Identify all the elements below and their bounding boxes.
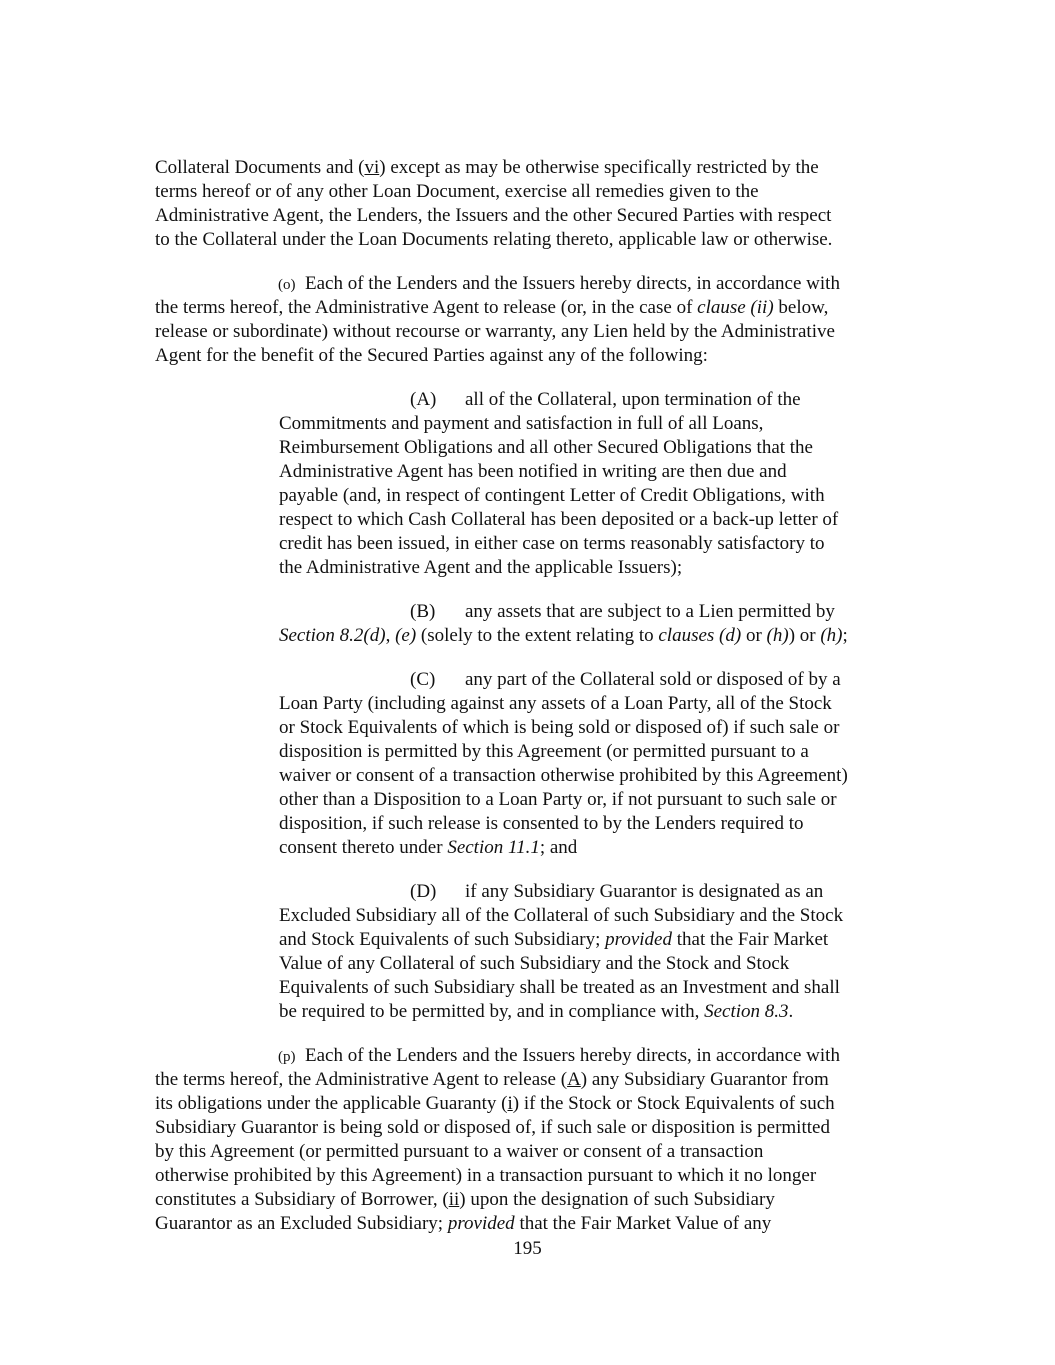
italic-reference: Section 8.3 xyxy=(704,1001,789,1022)
page-number: 195 xyxy=(513,1238,542,1259)
text-run: ) upon the designation of such Subsidiary xyxy=(459,1189,775,1210)
text-run: Commitments and payment and satisfaction in full of all Loans, xyxy=(279,413,764,434)
text-line xyxy=(279,836,905,860)
text-run: Administrative Agent, the Lenders, the Issuers and the other Secured Parties with respect xyxy=(155,205,832,226)
clause-label: (o) xyxy=(278,277,296,293)
text-run: credit has been issued, in either case on terms reasonably satisfactory to xyxy=(279,533,825,554)
text-line xyxy=(279,388,905,412)
text-run: Equivalents of such Subsidiary shall be treated as an Investment and shall xyxy=(279,977,840,998)
clause-label: (B) xyxy=(410,601,436,622)
text-run: or Stock Equivalents of which is being sold or disposed of) if such sale or xyxy=(279,717,840,738)
text-run: its obligations under the applicable Guaranty ( xyxy=(155,1093,508,1114)
paragraph-B xyxy=(279,600,905,648)
text-run: ) or xyxy=(788,625,821,646)
text-line xyxy=(279,508,905,532)
text-line xyxy=(155,1188,905,1212)
text-run: otherwise prohibited by this Agreement) in a transaction pursuant to which it no longer xyxy=(155,1165,817,1186)
text-line xyxy=(279,436,905,460)
text-line xyxy=(279,668,905,692)
text-line xyxy=(279,600,905,624)
text-line xyxy=(155,1068,905,1092)
italic-reference: (e) xyxy=(395,625,417,646)
text-run: ; and xyxy=(539,837,578,858)
paragraph-p xyxy=(155,1044,905,1236)
text-run: to the Collateral under the Loan Documents relating thereto, applicable law or otherwise. xyxy=(155,229,833,250)
text-run: ) any Subsidiary Guarantor from xyxy=(580,1069,829,1090)
text-run: Subsidiary Guarantor is being sold or disposed of, if such sale or disposition is permitted xyxy=(155,1117,830,1138)
text-run: respect to which Cash Collateral has been deposited or a back-up letter of xyxy=(279,509,839,530)
text-line xyxy=(279,692,905,716)
text-line xyxy=(155,1092,905,1116)
text-line xyxy=(279,928,905,952)
text-line xyxy=(155,1212,905,1236)
italic-reference: clauses (d) xyxy=(658,625,742,646)
text-run: Agent for the benefit of the Secured Parties against any of the following: xyxy=(155,345,708,366)
text-line xyxy=(279,952,905,976)
text-run: ; xyxy=(842,625,848,646)
text-line xyxy=(279,716,905,740)
text-run: constitutes a Subsidiary of Borrower, ( xyxy=(155,1189,449,1210)
clause-label: (D) xyxy=(410,881,437,902)
text-run: Collateral Documents and ( xyxy=(155,157,365,178)
text-line xyxy=(279,904,905,928)
text-run: (solely to the extent relating to xyxy=(416,625,659,646)
italic-reference: provided xyxy=(447,1213,515,1234)
text-line xyxy=(155,204,905,228)
text-line xyxy=(279,532,905,556)
text-run: all of the Collateral, upon termination of the xyxy=(465,389,801,410)
underlined-enumerator: vi xyxy=(364,157,380,178)
text-line xyxy=(155,344,905,368)
text-run: . xyxy=(788,1001,794,1022)
text-line xyxy=(279,412,905,436)
text-run: , xyxy=(385,625,396,646)
text-run: be required to be permitted by, and in compliance with, xyxy=(279,1001,705,1022)
text-run: the Administrative Agent and the applicable Issuers); xyxy=(279,557,683,578)
paragraph-continuation xyxy=(155,156,905,252)
text-run: disposition is permitted by this Agreement (or permitted pursuant to a xyxy=(279,741,809,762)
text-line xyxy=(279,556,905,580)
text-line xyxy=(155,1044,905,1068)
text-run: consent thereto under xyxy=(279,837,448,858)
text-run: Each of the Lenders and the Issuers hereby directs, in accordance with xyxy=(305,273,840,294)
underlined-enumerator: A xyxy=(567,1069,581,1090)
underlined-enumerator: i xyxy=(507,1093,513,1114)
text-line xyxy=(279,764,905,788)
text-run: the terms hereof, the Administrative Agent to release ( xyxy=(155,1069,568,1090)
text-run: any assets that are subject to a Lien permitted by xyxy=(465,601,835,622)
paragraph-o xyxy=(155,272,905,368)
text-run: Administrative Agent has been notified in writing are then due and xyxy=(279,461,787,482)
text-run: if any Subsidiary Guarantor is designated as an xyxy=(465,881,824,902)
text-line xyxy=(279,976,905,1000)
text-line xyxy=(155,320,905,344)
text-line xyxy=(279,740,905,764)
text-line xyxy=(279,484,905,508)
text-run: terms hereof or of any other Loan Document, exercise all remedies given to the xyxy=(155,181,759,202)
text-run: by this Agreement (or permitted pursuant to a waiver or consent of a transaction xyxy=(155,1141,764,1162)
text-run: the terms hereof, the Administrative Agent to release (or, in the case of xyxy=(155,297,698,318)
text-run: that the Fair Market Value of any xyxy=(514,1213,772,1234)
italic-reference: provided xyxy=(605,929,672,950)
text-run: release or subordinate) without recourse or warranty, any Lien held by the Administrative xyxy=(155,321,835,342)
text-run: Excluded Subsidiary all of the Collateral of such Subsidiary and the Stock xyxy=(279,905,844,926)
italic-reference: Section 8.2(d) xyxy=(279,625,386,646)
text-run: below, xyxy=(773,297,829,318)
text-line xyxy=(155,296,905,320)
document-body xyxy=(155,156,905,1256)
text-line xyxy=(155,272,905,296)
text-run: ) if the Stock or Stock Equivalents of such xyxy=(512,1093,835,1114)
text-run: and Stock Equivalents of such Subsidiary; xyxy=(279,929,606,950)
text-line xyxy=(155,180,905,204)
text-run: any part of the Collateral sold or disposed of by a xyxy=(465,669,841,690)
text-run: or xyxy=(741,625,767,646)
text-run: Value of any Collateral of such Subsidiary and the Stock and Stock xyxy=(279,953,790,974)
underlined-enumerator: ii xyxy=(448,1189,460,1210)
paragraph-D xyxy=(279,880,905,1024)
text-line xyxy=(279,1000,905,1024)
clause-label: (C) xyxy=(410,669,436,690)
text-line xyxy=(279,624,905,648)
italic-reference: (h) xyxy=(766,625,789,646)
text-line xyxy=(155,228,905,252)
text-run: Loan Party (including against any assets of a Loan Party, all of the Stock xyxy=(279,693,832,714)
text-run: payable (and, in respect of contingent Letter of Credit Obligations, with xyxy=(279,485,825,506)
text-line xyxy=(155,1116,905,1140)
text-line xyxy=(279,812,905,836)
text-run: ) except as may be otherwise specifically restricted by the xyxy=(379,157,819,178)
text-run: that the Fair Market xyxy=(671,929,829,950)
clause-label: (p) xyxy=(278,1049,296,1065)
text-run: waiver or consent of a transaction otherwise prohibited by this Agreement) xyxy=(279,765,848,786)
text-run: Each of the Lenders and the Issuers hereby directs, in accordance with xyxy=(305,1045,840,1066)
paragraph-A xyxy=(279,388,905,580)
text-line xyxy=(279,460,905,484)
text-line xyxy=(155,1140,905,1164)
paragraph-C xyxy=(279,668,905,860)
italic-reference: Section 11.1 xyxy=(447,837,540,858)
text-run: other than a Disposition to a Loan Party or, if not pursuant to such sale or xyxy=(279,789,837,810)
text-line xyxy=(279,788,905,812)
italic-reference: (h) xyxy=(820,625,843,646)
clause-label: (A) xyxy=(410,389,437,410)
text-run: disposition, if such release is consented to by the Lenders required to xyxy=(279,813,804,834)
text-line xyxy=(155,156,905,180)
text-run: Reimbursement Obligations and all other Secured Obligations that the xyxy=(279,437,813,458)
text-run: Guarantor as an Excluded Subsidiary; xyxy=(155,1213,448,1234)
text-line xyxy=(155,1164,905,1188)
text-line xyxy=(279,880,905,904)
italic-reference: clause (ii) xyxy=(697,297,774,318)
